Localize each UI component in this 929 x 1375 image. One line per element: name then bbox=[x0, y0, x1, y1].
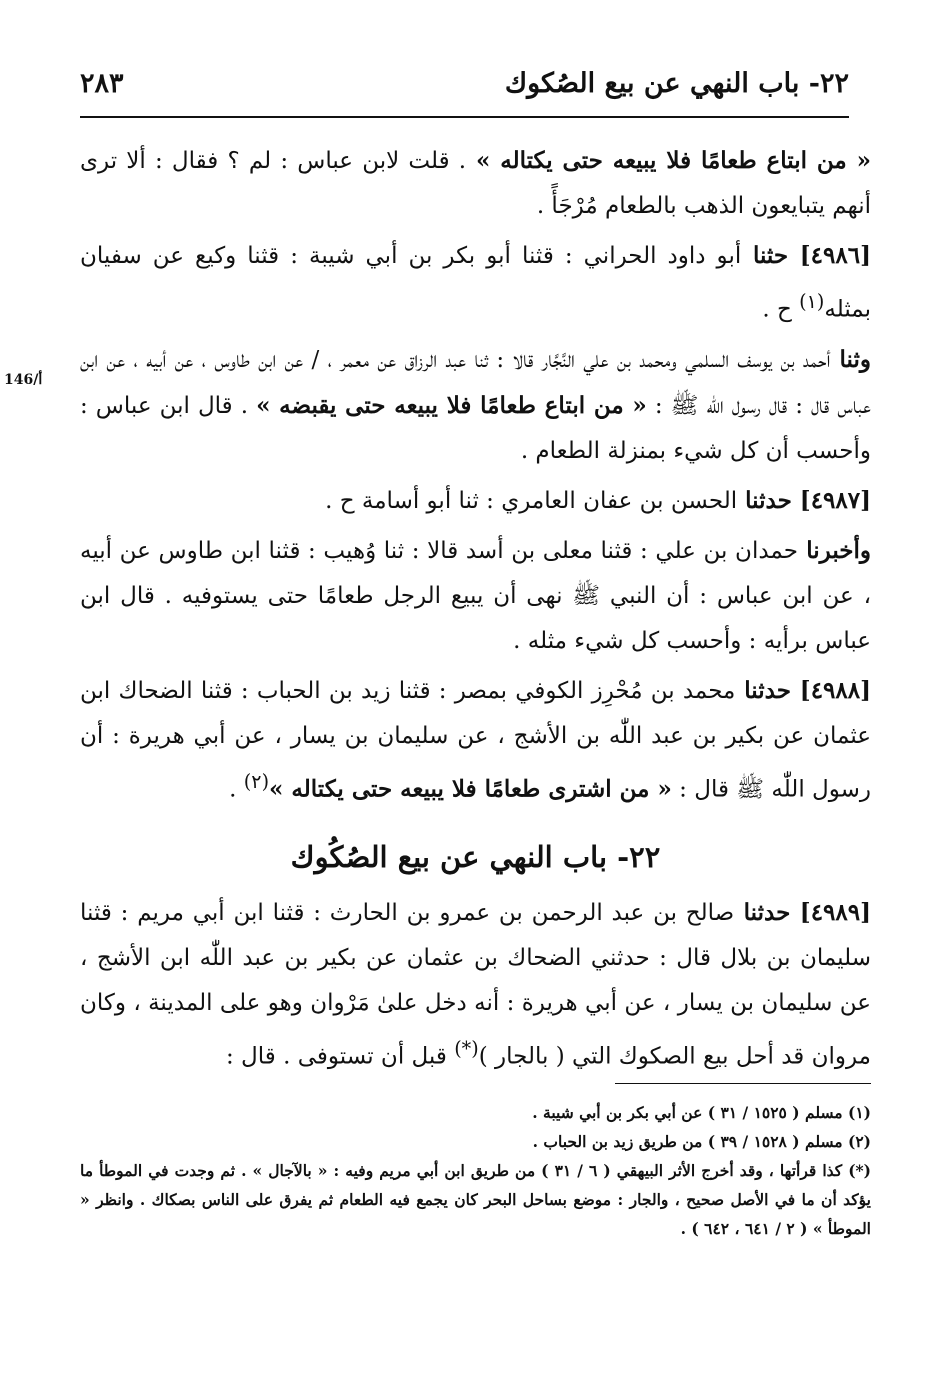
paragraph-text: أبو داود الحراني : قثنا أبو بكر بن أبي شيبة : قثنا وكيع عن سفيان بمثله bbox=[80, 243, 871, 323]
chain-start: وثنا bbox=[830, 345, 871, 373]
hadith-quote: « من اشترى طعامًا فلا يبيعه حتى يكتاله » bbox=[269, 775, 672, 803]
hadith-number: [٤٩٨٦] حثنا bbox=[741, 242, 871, 269]
paragraph-text: ح . bbox=[762, 296, 800, 323]
paragraph-4987 bbox=[80, 478, 871, 524]
hadith-number: [٤٩٨٧] حدثنا bbox=[737, 486, 871, 514]
footnote-ref-1: (١) bbox=[799, 290, 825, 313]
main-text bbox=[80, 138, 871, 812]
footnote-separator bbox=[615, 1083, 871, 1084]
footnotes bbox=[80, 1098, 871, 1243]
running-header bbox=[80, 58, 849, 118]
hadith-quote: « من ابتاع طعامًا فلا يبيعه حتى يقبضه » bbox=[256, 391, 647, 419]
hadith-quote: « من ابتاع طعامًا فلا يبيعه حتى يكتاله » bbox=[466, 147, 871, 174]
chain-start: وأخبرنا bbox=[797, 536, 871, 564]
paragraph-text: الحسن بن عفان العامري : ثنا أبو أسامة ح . bbox=[325, 487, 738, 514]
paragraph-chain-2 bbox=[80, 337, 871, 474]
running-title: ٢٢- باب النهي عن بيع الصُكوك bbox=[504, 68, 849, 99]
chapter-heading: ٢٢- باب النهي عن بيع الصُكُوك bbox=[290, 840, 661, 874]
paragraph-text: أحمد بن يوسف السلمي ومحمد بن علي النَّجَّار قالا : ثنا عبد الرزاق عن معمر ، / عن ابن طاوس ، عن أبيه ، عن ابن عباس قال : قال رسول اللّٰه ﷺ : bbox=[80, 346, 871, 419]
paragraph-text: . bbox=[229, 776, 244, 803]
footnote-star: (*) كذا قرأتها ، وقد أخرج الأثر البيهقي ( ٦ / ٣١ ) من طريق ابن أبي مريم وفيه : « بالآجال » . ثم وجدت في الموطأ ما يؤكد أن ما في الأصل صحيح ، والجار : موضع بساحل البحر كان يجمع فيه الطعام ثم يفرق على الناس بصكاك . وانظر « الموطأ » ( ٢ / ٦٤١ ، ٦٤٢ ) . bbox=[80, 1161, 871, 1238]
paragraph-4986 bbox=[80, 233, 871, 333]
paragraph-text: محمد بن مُحْرِز الكوفي بمصر : قثنا زيد بن الحباب : قثنا الضحاك ابن عثمان عن بكير بن عبد اللّٰه بن الأشج ، عن سليمان بن يسار ، عن أبي هريرة : أن رسول اللّٰه ﷺ قال : bbox=[80, 677, 871, 803]
paragraph-text: قبل أن تستوفى . قال : bbox=[226, 1043, 455, 1070]
footnote-1: (١) مسلم ( ١٥٢٥ / ٣١ ) عن أبي بكر بن أبي شيبة . bbox=[532, 1103, 871, 1122]
chapter-text bbox=[80, 890, 871, 1080]
hadith-number: [٤٩٨٨] حدثنا bbox=[735, 676, 871, 704]
paragraph-4988 bbox=[80, 668, 871, 813]
hadith-number: [٤٩٨٩] حدثنا bbox=[734, 899, 871, 926]
paragraph-text: . قال ابن عباس : وأحسب أن كل شيء بمنزلة الطعام . bbox=[80, 392, 871, 464]
paragraph-text: صالح بن عبد الرحمن بن عمرو بن الحارث : قثنا ابن أبي مريم : قثنا سليمان بن بلال قال : حدثني الضحاك بن عثمان عن بكير بن عبد اللّٰه ابن الأشج ، عن سليمان بن يسار ، عن أبي هريرة : أنه دخل علىٰ مَرْوان وهو على المدينة ، وكان مروان قد أحل بيع الصكوك التي ( بالجار ) bbox=[80, 900, 871, 1070]
page-number: ٢٨٣ bbox=[80, 68, 124, 99]
footnote-ref-2: (٢) bbox=[243, 769, 270, 793]
footnote-2: (٢) مسلم ( ١٥٢٨ / ٣٩ ) من طريق زيد بن الحباب . bbox=[532, 1132, 871, 1151]
footnote-ref-star: (*) bbox=[454, 1037, 479, 1060]
margin-folio-note: 146/أ bbox=[4, 372, 43, 388]
paragraph-1 bbox=[80, 138, 871, 229]
paragraph-chain-3 bbox=[80, 528, 871, 664]
paragraph-4989 bbox=[80, 890, 871, 1080]
paragraph-text: حمدان بن علي : قثنا معلى بن أسد قالا : ثنا وُهيب : قثنا ابن طاوس عن أبيه ، عن ابن عباس : أن النبي ﷺ نهى أن يبيع الرجل طعامًا حتى يستوفيه . قال ابن عباس برأيه : وأحسب كل شيء مثله . bbox=[80, 537, 871, 654]
paragraph-text: . قلت لابن عباس : لم ؟ فقال : ألا ترى أنهم يتبايعون الذهب بالطعام مُرْجَأً . bbox=[80, 148, 871, 219]
